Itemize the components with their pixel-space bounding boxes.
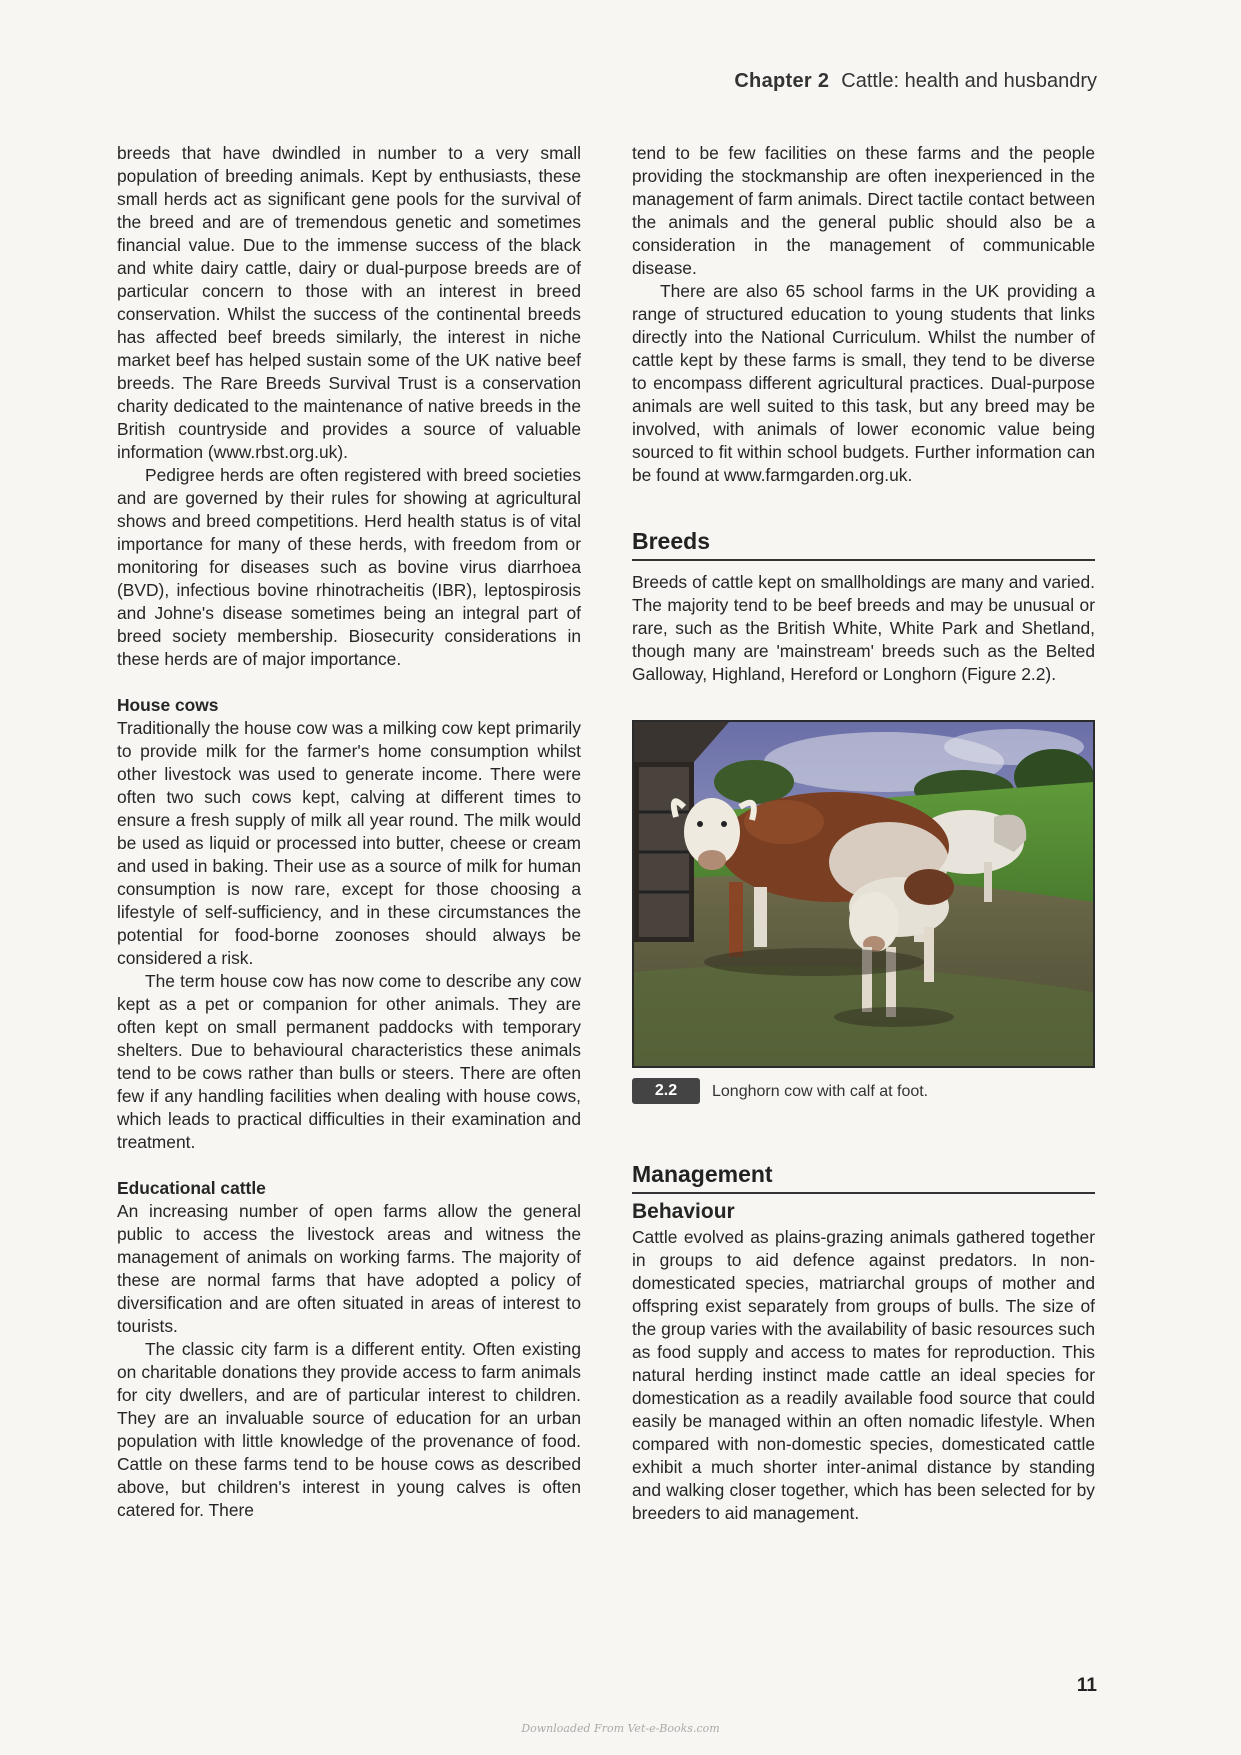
watermark: Downloaded From Vet-e-Books.com bbox=[521, 1722, 720, 1735]
chapter-label: Chapter 2 bbox=[734, 70, 830, 92]
paragraph: Breeds of cattle kept on smallholdings are many and varied. The majority tend to be beef breeds and may be unusual or rare, such as the British White, White Park and Shetland, though many are 'mainstream' breeds such as the Belted Galloway, Highland, Hereford or Longhorn (Figure 2.2). bbox=[632, 572, 1095, 684]
cattle-photo-illustration bbox=[634, 722, 1093, 1066]
page-number: 11 bbox=[1076, 1675, 1097, 1696]
paragraph: Pedigree herds are often registered with breed societies and are governed by their rules for showing at agricultural shows and breed competitions. Herd health status is of vital importance for many of these herds, with freedom from or monitoring for diseases such as bovine virus diarrhoea (BVD), infectious bovine rhinotracheitis (IBR), leptospirosis and Johne's disease sometimes being an integral part of breed society membership. Biosecurity considerations in these herds are of major importance. bbox=[117, 465, 581, 669]
paragraph: Traditionally the house cow was a milking cow kept primarily to provide milk for the farmer's home consumption whilst other livestock was used to generate income. There were often two such cows kept, calving at different times to ensure a fresh supply of milk all year round. The milk would be used as liquid or processed into butter, cheese or cream and used in baking. Their use as a source of milk for human consumption is now rare, except for those choosing a lifestyle of self-sufficiency, and in these circumstances the potential for food-borne zoonoses should always be considered a risk. bbox=[117, 718, 581, 968]
paragraph: breeds that have dwindled in number to a very small population of breeding animals. Kept by enthusiasts, these small herds act as significant gene pools for the survival of the breed and are of tremendous genetic and sometimes financial value. Due to the immense success of the black and white dairy cattle, dairy or dual-purpose breeds are of particular concern to those with an interest in breed conservation. Whilst the success of the continental breeds has affected beef breeds similarly, the interest in niche market beef has helped sustain some of the UK native beef breeds. The Rare Breeds Survival Trust is a conservation charity dedicated to the maintenance of native breeds in the British countryside and provides a source of valuable information (www.rbst.org.uk). bbox=[117, 143, 581, 462]
left-column bbox=[117, 142, 581, 1522]
section-heading-breeds: Breeds bbox=[632, 527, 1095, 561]
paragraph: Cattle evolved as plains-grazing animals gathered together in groups to aid defence against predators. In non-domesticated species, matriarchal groups of mother and offspring exist separately from groups of bulls. The size of the group varies with the availability of basic resources such as food supply and access to mates for reproduction. This natural herding instinct made cattle an ideal species for domestication as a readily available food source that could easily be managed within an often nomadic lifestyle. When compared with non-domestic species, domesticated cattle exhibit a much shorter inter-animal distance by standing and walking closer together, which has been selected for by breeders to aid management. bbox=[632, 1227, 1095, 1523]
subheading-educational-cattle: Educational cattle bbox=[117, 1178, 266, 1198]
paragraph: The classic city farm is a different entity. Often existing on charitable donations they provide access to farm animals for city dwellers, and are of particular interest to children. They are an invaluable source of education for an urban population with little knowledge of the provenance of food. Cattle on these farms tend to be house cows as described above, but children's interest in young calves is often catered for. There bbox=[117, 1339, 581, 1520]
paragraph: An increasing number of open farms allow the general public to access the livestock areas and witness the management of animals on working farms. The majority of these are normal farms that have adopted a policy of diversification and are often situated in areas of interest to tourists. bbox=[117, 1201, 581, 1336]
right-column bbox=[632, 142, 1095, 1525]
figure-caption bbox=[632, 1078, 1095, 1104]
chapter-title: Cattle: health and husbandry bbox=[841, 70, 1097, 92]
subheading-behaviour: Behaviour bbox=[632, 1200, 735, 1223]
figure-number-badge: 2.2 bbox=[632, 1078, 700, 1104]
subheading-house-cows: House cows bbox=[117, 695, 219, 715]
figure-caption-text: Longhorn cow with calf at foot. bbox=[712, 1082, 929, 1100]
paragraph: The term house cow has now come to describe any cow kept as a pet or companion for other animals. They are often kept on small permanent paddocks with temporary shelters. Due to behavioural characteristics these animals tend to be cows rather than bulls or steers. There are often few if any handling facilities when dealing with house cows, which leads to practical difficulties in their examination and treatment. bbox=[117, 971, 581, 1152]
section-heading-management: Management bbox=[632, 1160, 1095, 1194]
paragraph: tend to be few facilities on these farms and the people providing the stockmanship are often inexperienced in the management of farm animals. Direct tactile contact between the animals and the general public should also be a consideration in the management of communicable disease. bbox=[632, 143, 1095, 278]
figure-photo-longhorn-cow bbox=[632, 720, 1095, 1068]
paragraph: There are also 65 school farms in the UK providing a range of structured education to young students that links directly into the National Curriculum. Whilst the number of cattle kept by these farms is small, they tend to be diverse to encompass different agricultural practices. Dual-purpose animals are well suited to this task, but any breed may be involved, with animals of lower economic value being sourced to fit within school budgets. Further information can be found at www.farmgarden.org.uk. bbox=[632, 281, 1095, 485]
running-head bbox=[734, 70, 1097, 93]
